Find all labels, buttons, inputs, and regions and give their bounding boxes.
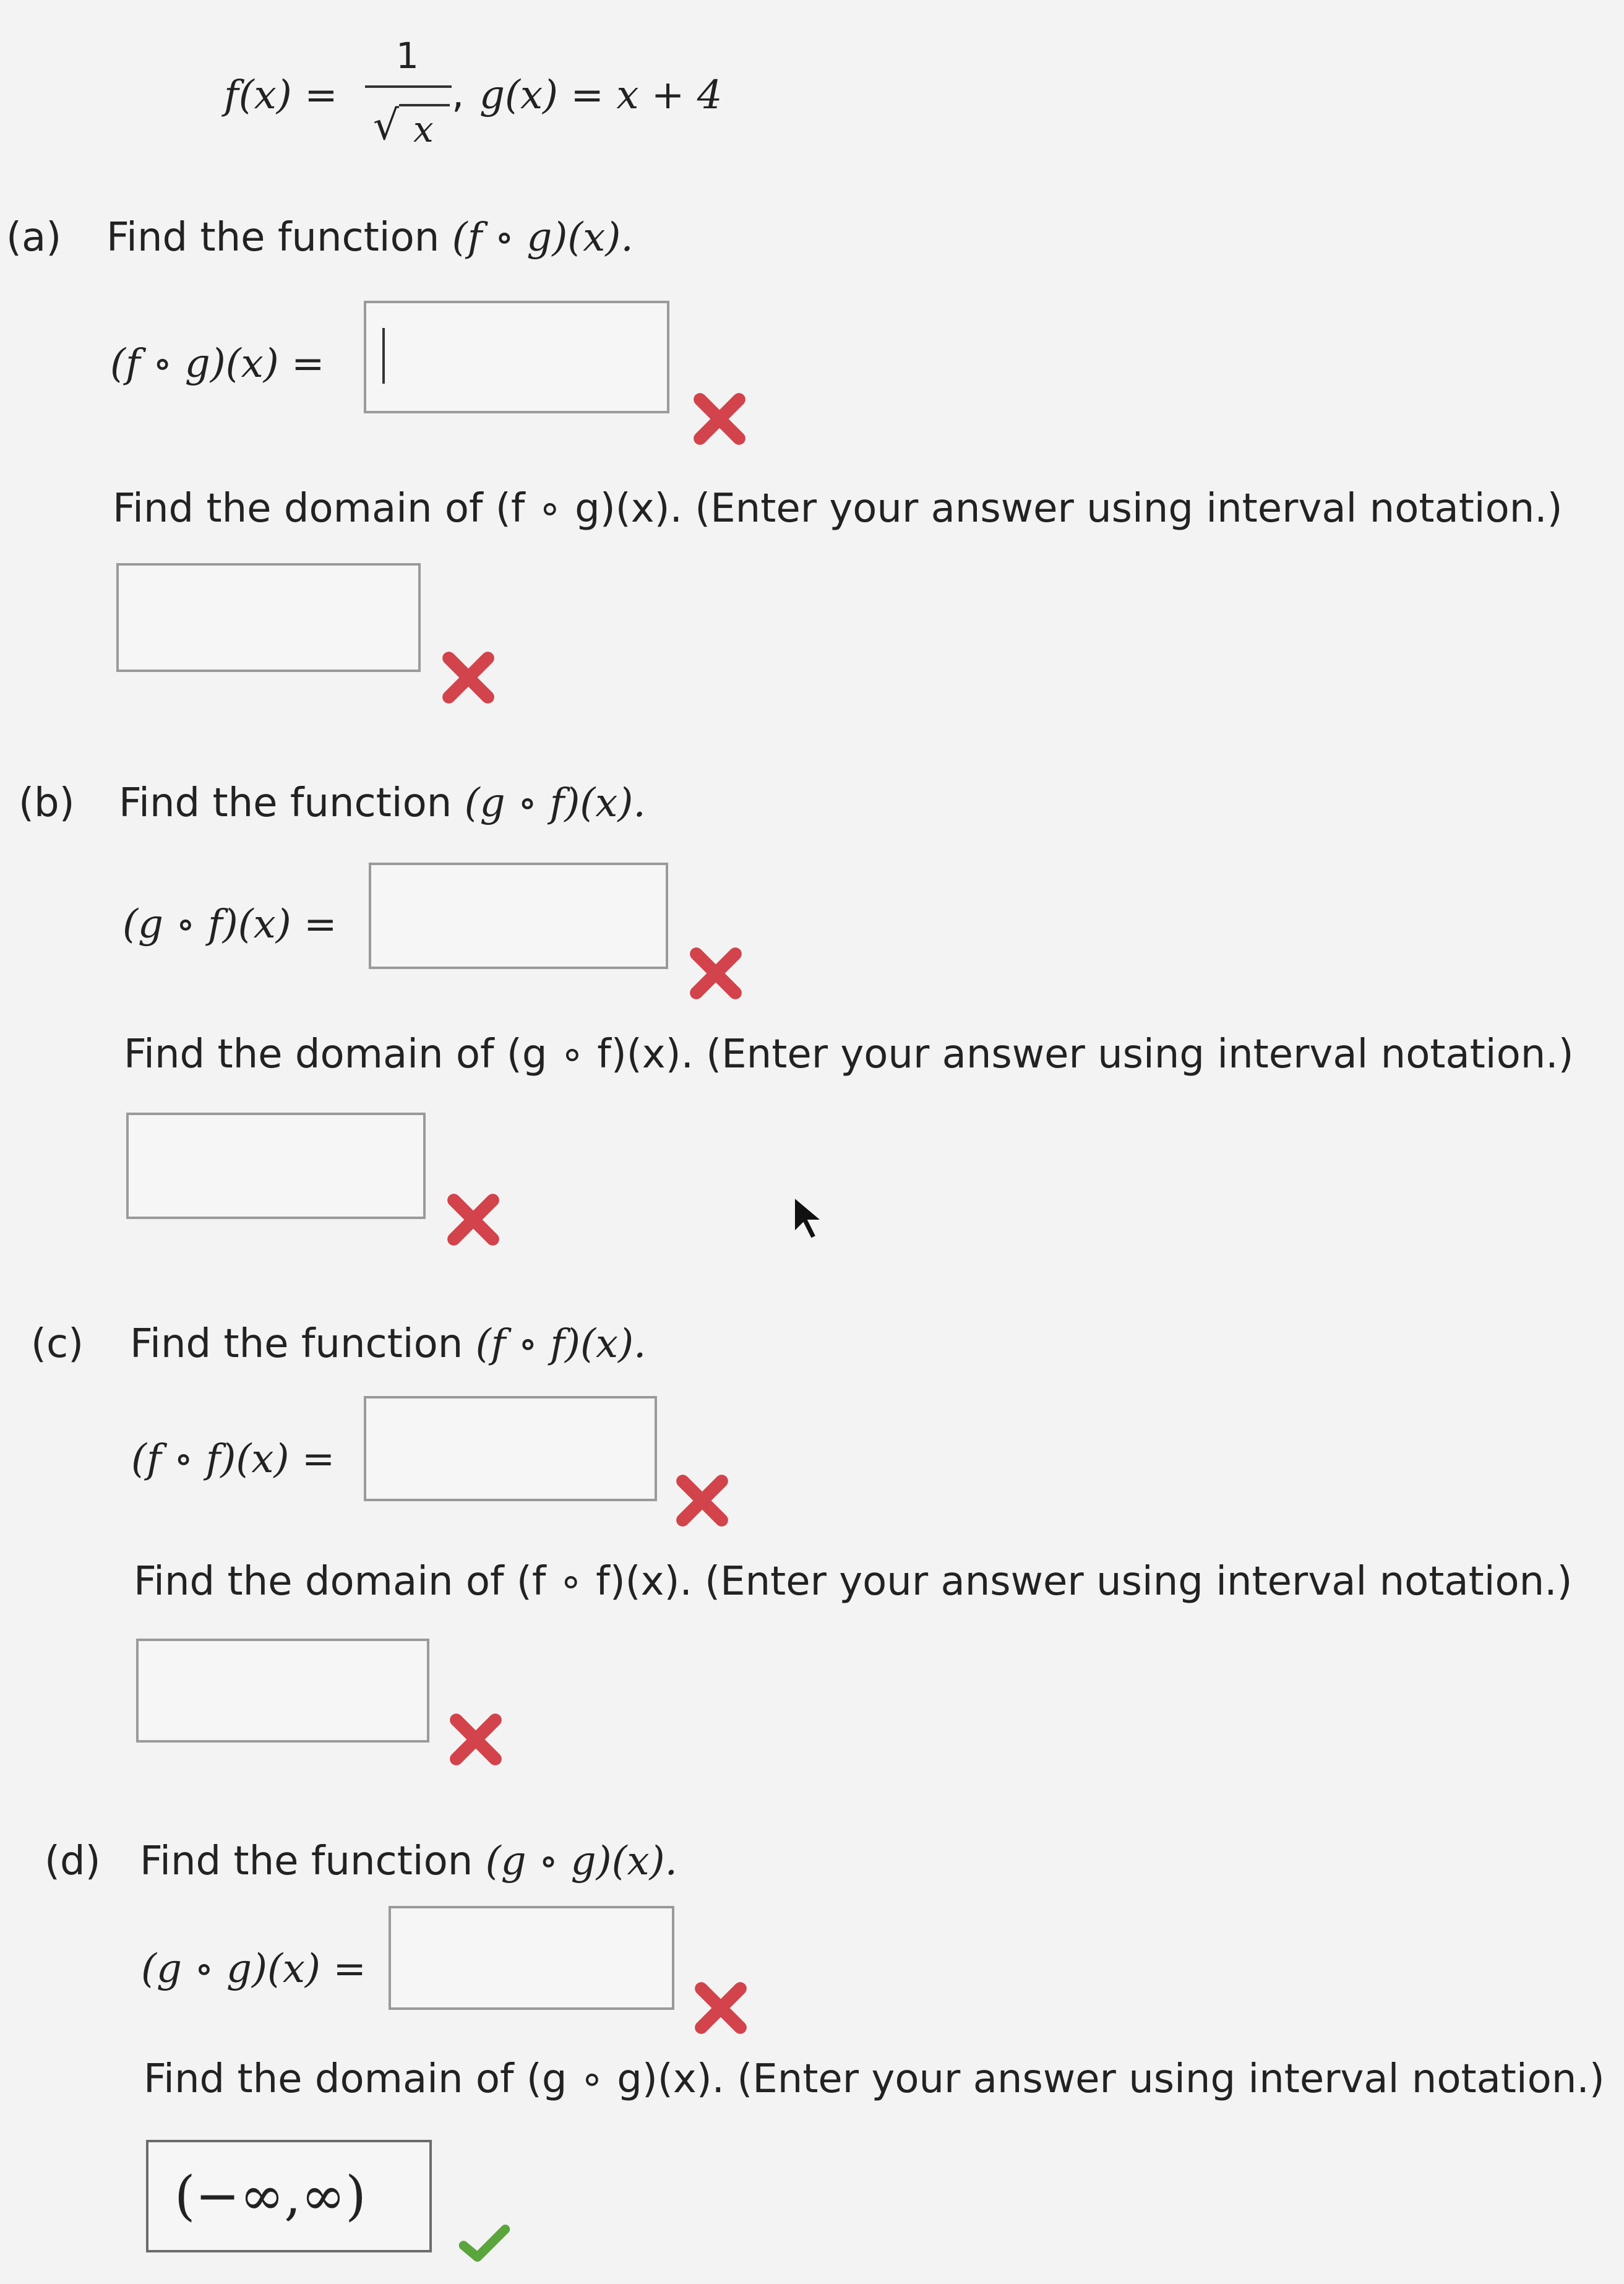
part-prompt xyxy=(119,780,646,826)
fraction-bar xyxy=(365,85,452,88)
checkmark-icon xyxy=(457,2222,512,2265)
x-mark-icon xyxy=(445,1192,501,1248)
function-answer-input[interactable] xyxy=(389,1906,674,2010)
x-mark-icon xyxy=(440,650,496,705)
answer-label: (g ∘ g)(x) = xyxy=(141,1946,366,1992)
prompt-text: Find the function xyxy=(106,215,440,261)
x-mark-icon xyxy=(674,1473,730,1528)
prompt-composition: (f ∘ f)(x). xyxy=(475,1321,647,1367)
answer-label: (f ∘ g)(x) = xyxy=(110,341,325,387)
domain-answer-input[interactable] xyxy=(146,2140,432,2252)
prompt-composition: (g ∘ f)(x). xyxy=(464,780,646,826)
part-prompt xyxy=(140,1838,677,1884)
function-answer-input[interactable] xyxy=(369,863,668,969)
prompt-text: Find the function xyxy=(130,1321,463,1367)
function-answer-input[interactable] xyxy=(364,1396,657,1501)
domain-prompt: Find the domain of (g ∘ g)(x). (Enter your answer using interval notation.) xyxy=(144,2056,1605,2102)
radical-overline xyxy=(399,104,450,106)
x-mark-icon xyxy=(688,946,744,1001)
x-mark-icon xyxy=(693,1980,749,2036)
answer-label: (f ∘ f)(x) = xyxy=(131,1436,335,1482)
radical-sign: √ xyxy=(373,101,400,149)
domain-prompt: Find the domain of (g ∘ f)(x). (Enter your answer using interval notation.) xyxy=(124,1032,1574,1077)
function-answer-input[interactable] xyxy=(364,301,669,413)
x-mark-icon xyxy=(692,391,747,447)
g-definition: g(x) = x + 4 xyxy=(479,72,723,118)
prompt-composition: (g ∘ g)(x). xyxy=(485,1838,677,1884)
part-letter: (a) xyxy=(6,215,62,261)
domain-prompt: Find the domain of (f ∘ g)(x). (Enter your answer using interval notation.) xyxy=(113,486,1563,532)
comma: , xyxy=(452,71,465,117)
domain-answer-input[interactable] xyxy=(116,563,421,672)
prompt-text: Find the function xyxy=(140,1838,473,1884)
prompt-composition: (f ∘ g)(x). xyxy=(452,215,634,261)
part-letter: (d) xyxy=(45,1838,101,1884)
part-prompt xyxy=(130,1321,647,1367)
f-denominator-var: x xyxy=(413,108,434,150)
mouse-pointer-icon xyxy=(791,1193,828,1243)
domain-answer-input[interactable] xyxy=(126,1113,426,1219)
part-prompt xyxy=(106,215,634,261)
answer-label: (g ∘ f)(x) = xyxy=(122,902,337,947)
domain-answer-input[interactable] xyxy=(136,1639,429,1743)
input-value: (−∞,∞) xyxy=(174,2165,366,2227)
f-numerator: 1 xyxy=(396,35,419,77)
prompt-text: Find the function xyxy=(119,780,452,826)
part-letter: (b) xyxy=(19,780,75,826)
text-caret xyxy=(382,328,385,384)
x-mark-icon xyxy=(448,1712,504,1767)
domain-prompt: Find the domain of (f ∘ f)(x). (Enter your answer using interval notation.) xyxy=(134,1559,1573,1605)
f-definition-label: f(x) = xyxy=(224,72,338,118)
part-letter: (c) xyxy=(31,1321,84,1367)
